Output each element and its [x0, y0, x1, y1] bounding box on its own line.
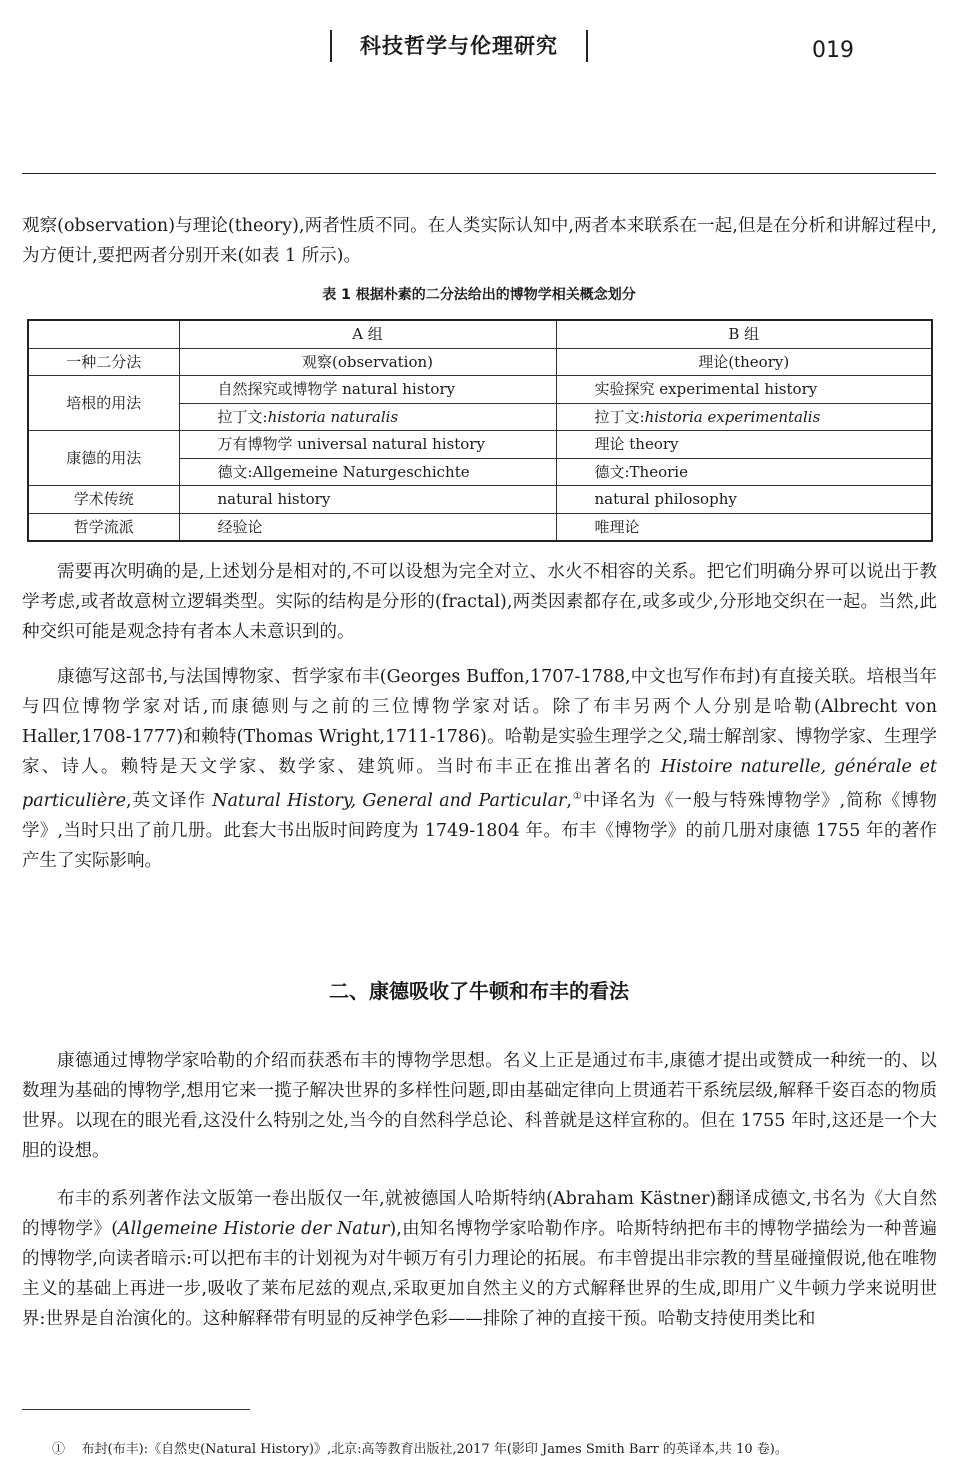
- footnote: [52, 1438, 942, 1457]
- table-caption: 表 1 根据朴素的二分法给出的博物学相关概念划分: [322, 287, 636, 303]
- footnote-text: 布封(布丰):《自然史(Natural History)》,北京:高等教育出版社,2017 年(影印 James Smith Barr 的英译本,共 10 卷)。: [81, 1442, 788, 1457]
- row-label: 一种二分法: [28, 348, 179, 376]
- book-title-english: Natural History, General and Particular: [212, 790, 567, 811]
- cell-b: 唯理论: [556, 513, 932, 541]
- row-label: 康德的用法: [28, 431, 179, 486]
- table-header-row: [28, 320, 932, 348]
- cell-a: 观察(observation): [179, 348, 556, 376]
- cell-a: 万有博物学 universal natural history: [179, 431, 556, 459]
- page-number: 019: [812, 38, 854, 63]
- cell-b: [556, 403, 932, 431]
- intro-paragraph: 观察(observation)与理论(theory),两者性质不同。在人类实际认知中,两者本来联系在一起,但是在分析和讲解过程中,为方便计,要把两者分别开来(如表 1 所示)。: [22, 216, 937, 266]
- cell-a: 经验论: [179, 513, 556, 541]
- cell-b: 实验探究 experimental history: [556, 376, 932, 404]
- paragraph-relative-division: 需要再次明确的是,上述划分是相对的,不可以设想为完全对立、水火不相容的关系。把它们明确分界可以说出于教学考虑,或者故意树立逻辑类型。实际的结构是分形的(fractal),两类因素都存在,或多或少,分形地交织在一起。当然,此种交织可能是观念持有者本人未意识到的。: [22, 562, 937, 642]
- column-header-a: A 组: [179, 320, 556, 348]
- section-heading: 二、康德吸收了牛顿和布丰的看法: [329, 979, 629, 1003]
- paragraph-text: 布丰的系列著作法文版第一卷出版仅一年,就被德国人哈斯特纳(Abraham Kästner)翻译成德文,书名为《大自然的博物学》(: [22, 1189, 937, 1239]
- header-rule: [22, 173, 936, 174]
- row-label: 哲学流派: [28, 513, 179, 541]
- column-header-b: B 组: [556, 320, 932, 348]
- cell-a: natural history: [179, 486, 556, 514]
- paragraph-text: 中译名为《一般与特殊博物学》,简称《博物学》,当时只出了前几册。此套大书出版时间跨度为 1749-1804 年。布丰《博物学》的前几册对康德 1755 年的著作产生了实际影响。: [22, 790, 938, 871]
- concept-table: [27, 319, 933, 542]
- cell-b: natural philosophy: [556, 486, 932, 514]
- cell-b: 理论(theory): [556, 348, 932, 376]
- paragraph-haller-intro: 康德通过博物学家哈勒的介绍而获悉布丰的博物学思想。名义上正是通过布丰,康德才提出或赞成一种统一的、以数理为基础的博物学,想用它来一揽子解决世界的多样性问题,即由基础定律向上贯通若干系统层级,解释千姿百态的物质世界。以现在的眼光看,这没什么特别之处,当今的自然科学总论、科普就是这样宣称的。但在 1755 年时,这还是一个大胆的设想。: [22, 1051, 937, 1161]
- paragraph-text: 康德写这部书,与法国博物家、哲学家布丰(Georges Buffon,1707-1788,中文也写作布封)有直接关联。培根当年与四位博物学家对话,而康德则与之前的三位博物学家对话。除了布丰另两个人分别是哈勒(Albrecht von Haller,1708-1777)和赖特(Thomas Wright,1711-1786)。哈勒是实验生理学之父,瑞士解剖家、博物学家、生理学家、诗人。赖特是天文学家、数学家、建筑师。当时布丰正在推出著名的: [22, 667, 937, 777]
- row-label: 培根的用法: [28, 376, 179, 431]
- footnote-mark: ①: [52, 1442, 66, 1457]
- cell-b-latin: historia experimentalis: [644, 407, 821, 426]
- table-row: [28, 431, 932, 459]
- book-title-french: Histoire naturelle, générale et particulière: [22, 757, 938, 811]
- table-corner-cell: [28, 320, 179, 348]
- paragraph-text: ,英文译作: [125, 790, 213, 811]
- cell-a-prefix: 拉丁文:: [217, 407, 268, 426]
- footnote-reference[interactable]: ①: [572, 791, 583, 802]
- cell-a-latin: historia naturalis: [267, 407, 399, 426]
- cell-a: [179, 403, 556, 431]
- footnote-rule: [22, 1409, 250, 1410]
- table-row: [28, 348, 932, 376]
- cell-b: 理论 theory: [556, 431, 932, 459]
- cell-b-prefix: 拉丁文:: [594, 407, 645, 426]
- table-row: [28, 376, 932, 404]
- table-row: [28, 513, 932, 541]
- row-label: 学术传统: [28, 486, 179, 514]
- book-title-german: Allgemeine Historie der Natur: [118, 1219, 390, 1239]
- cell-a: 德文:Allgemeine Naturgeschichte: [179, 458, 556, 486]
- paragraph-text: ),由知名博物学家哈勒作序。哈斯特纳把布丰的博物学描绘为一种普遍的博物学,向读者暗示:可以把布丰的计划视为对牛顿万有引力理论的拓展。布丰曾提出非宗教的彗星碰撞假说,他在唯物主义的基础上再进一步,吸收了莱布尼兹的观点,采取更加自然主义的方式解释世界的生成,即用广义牛顿力学来说明世界:世界是自治演化的。这种解释带有明显的反神学色彩——排除了神的直接干预。哈勒支持使用类比和: [22, 1219, 938, 1329]
- journal-title: 科技哲学与伦理研究: [330, 30, 588, 62]
- paragraph-kant-buffon: 康德写这部书,与法国博物家、哲学家布丰(Georges Buffon,1707-1788,中文也写作布封)有直接关联。培根当年与四位博物学家对话,而康德则与之前的三位博物学家对话。除了布丰另两个人分别是哈勒(Albrecht von Haller,1708-1777)和赖特(Thomas Wright,1711-1786)。哈勒是实验生理学之父,瑞士解剖家、博物学家、生理学家、诗人。赖特是天文学家、数学家、建筑师。当时布丰正在推出著名的 Histoire naturelle, générale et particulière,英文译作 Natural History, General and Particular,①中译名为《一般与特殊博物学》,简称《博物学》,当时只出了前几册。此套大书出版时间跨度为 1749-1804 年。布丰《博物学》的前几册对康德 1755 年的著作产生了实际影响。: [22, 667, 938, 871]
- table-row: [28, 486, 932, 514]
- paragraph-kastner-translation: [22, 1184, 937, 1334]
- cell-b: 德文:Theorie: [556, 458, 932, 486]
- cell-a: 自然探究或博物学 natural history: [179, 376, 556, 404]
